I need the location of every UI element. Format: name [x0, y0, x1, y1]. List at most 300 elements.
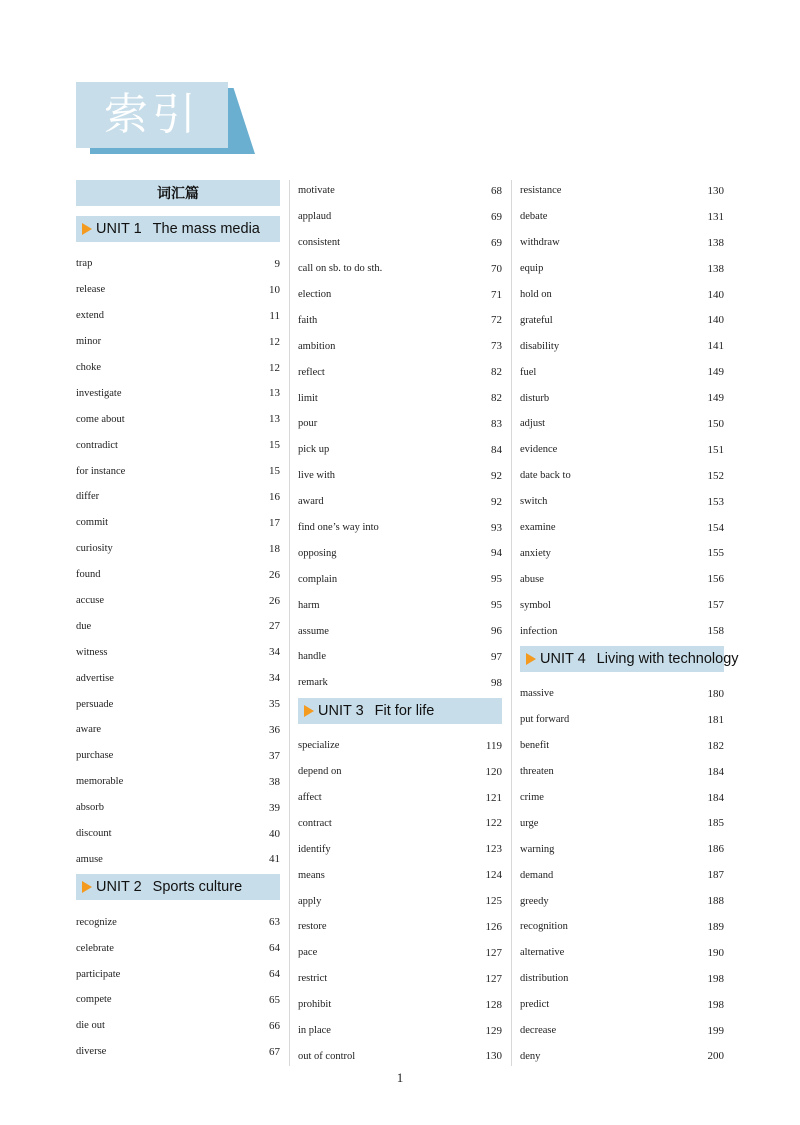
- index-entry: [298, 230, 502, 256]
- entry-word: hold on: [520, 289, 552, 300]
- entry-word: call on sb. to do sth.: [298, 263, 383, 275]
- entry-page: 40: [269, 827, 280, 840]
- entry-word: deny: [520, 1050, 541, 1062]
- entry-word: opposing: [298, 547, 337, 559]
- entry-word: examine: [520, 522, 556, 534]
- index-entry: [298, 836, 502, 862]
- unit-name: Sports culture: [152, 879, 243, 896]
- index-entry: [76, 562, 280, 588]
- entry-word: ambition: [298, 340, 336, 352]
- index-entry: [76, 821, 280, 847]
- index-entry: [520, 204, 724, 230]
- index-entry: [298, 644, 502, 670]
- index-column-1: [76, 178, 280, 1065]
- entry-word: aware: [76, 724, 102, 736]
- entry-word: remark: [298, 677, 328, 689]
- entry-word: extend: [76, 310, 104, 322]
- entry-word: out of control: [298, 1050, 356, 1062]
- index-entry: [520, 411, 724, 437]
- entry-page: 82: [491, 392, 502, 405]
- entry-word: abuse: [520, 573, 544, 585]
- entry-word: amuse: [76, 853, 103, 865]
- entry-word: disturb: [520, 392, 550, 404]
- unit-header: [76, 874, 280, 900]
- entry-word: assume: [298, 625, 329, 637]
- entry-word: faith: [298, 314, 318, 326]
- entry-word: fuel: [520, 366, 537, 378]
- entry-word: applaud: [298, 211, 332, 223]
- entry-page: 126: [485, 920, 502, 933]
- entry-page: 67: [269, 1045, 280, 1058]
- index-entry: [298, 785, 502, 811]
- entry-word: reflect: [298, 366, 325, 378]
- entry-word: memorable: [76, 776, 124, 788]
- index-entry: [298, 940, 502, 966]
- entry-word: found: [76, 569, 101, 581]
- entry-word: put forward: [520, 714, 570, 726]
- unit-name: The mass media: [152, 221, 260, 237]
- title-banner-panel: [76, 82, 228, 148]
- entry-page: 72: [491, 314, 502, 327]
- entry-word: identify: [298, 843, 331, 855]
- entry-word: massive: [520, 688, 554, 700]
- entry-page: 18: [269, 542, 280, 555]
- index-entry: [520, 914, 724, 940]
- entry-word: due: [76, 620, 92, 632]
- unit-header: [520, 646, 739, 672]
- index-entry: [298, 515, 502, 541]
- column-divider: [289, 180, 290, 1066]
- index-entry: [520, 463, 724, 489]
- entry-word: greedy: [520, 895, 549, 907]
- entry-word: threaten: [520, 766, 554, 778]
- index-entry: [520, 992, 724, 1018]
- entry-word: distribution: [520, 973, 569, 985]
- entry-word: motivate: [298, 185, 335, 197]
- entry-word: decrease: [520, 1025, 557, 1037]
- entry-word: apply: [298, 895, 322, 907]
- index-entry: [76, 432, 280, 458]
- triangle-marker-icon: [304, 705, 314, 717]
- index-entry: [298, 888, 502, 914]
- entry-word: grateful: [520, 314, 553, 326]
- entry-page: 97: [491, 650, 502, 663]
- entry-page: 27: [269, 620, 280, 633]
- index-entry: [76, 510, 280, 536]
- index-entry: [520, 1018, 724, 1044]
- entry-word: crime: [520, 792, 544, 804]
- entry-word: come about: [76, 413, 125, 425]
- entry-word: restore: [298, 921, 327, 933]
- entry-word: celebrate: [76, 942, 114, 954]
- unit-name: Fit for life: [374, 702, 435, 719]
- entry-page: 12: [269, 335, 280, 348]
- entry-page: 122: [485, 817, 502, 830]
- entry-page: 184: [707, 791, 724, 804]
- entry-page: 151: [707, 443, 724, 456]
- index-entry: [520, 566, 724, 592]
- entry-word: pick up: [298, 444, 330, 456]
- index-entry: [298, 862, 502, 888]
- index-entry: [520, 940, 724, 966]
- entry-word: advertise: [76, 672, 114, 684]
- entry-page: 13: [269, 387, 280, 400]
- index-entry: [76, 743, 280, 769]
- entry-page: 189: [707, 920, 724, 933]
- entry-page: 123: [485, 843, 502, 856]
- entry-word: recognize: [76, 916, 117, 928]
- entry-word: award: [298, 496, 324, 508]
- index-entry: [298, 307, 502, 333]
- index-entry: [298, 463, 502, 489]
- index-entry: [76, 251, 280, 277]
- index-entry: [298, 437, 502, 463]
- entry-page: 150: [707, 417, 724, 430]
- index-entry: [76, 961, 280, 987]
- entry-word: pour: [298, 418, 318, 430]
- entry-page: 37: [269, 749, 280, 762]
- index-entry: [76, 1039, 280, 1065]
- entry-word: predict: [520, 999, 550, 1011]
- unit-number: UNIT 1: [96, 221, 142, 237]
- index-entry: [298, 618, 502, 644]
- entry-page: 69: [491, 236, 502, 249]
- unit-header: [298, 698, 502, 724]
- entry-page: 120: [485, 765, 502, 778]
- index-entry: [298, 411, 502, 437]
- entry-word: die out: [76, 1020, 105, 1032]
- entry-page: 125: [485, 895, 502, 908]
- index-entry: [76, 536, 280, 562]
- entry-page: 26: [269, 568, 280, 581]
- entry-word: compete: [76, 994, 112, 1006]
- entry-word: choke: [76, 362, 102, 373]
- entry-word: contradict: [76, 439, 118, 451]
- entry-page: 155: [707, 547, 724, 560]
- index-entry: [76, 406, 280, 432]
- entry-word: live with: [298, 470, 336, 482]
- entry-page: 64: [269, 942, 280, 955]
- index-entry: [520, 282, 724, 308]
- entry-page: 124: [485, 869, 502, 882]
- entry-page: 83: [491, 417, 502, 430]
- entry-word: complain: [298, 573, 338, 585]
- entry-word: minor: [76, 336, 102, 348]
- unit-name: Living with technology: [596, 651, 739, 668]
- index-entry: [76, 588, 280, 614]
- entry-page: 127: [485, 972, 502, 985]
- entry-word: switch: [520, 496, 548, 508]
- entry-page: 130: [707, 184, 724, 197]
- column-divider: [511, 180, 512, 1066]
- entry-page: 140: [707, 314, 724, 327]
- entry-page: 141: [707, 340, 724, 353]
- index-entry: [76, 717, 280, 743]
- entry-page: 65: [269, 993, 280, 1006]
- index-column-3: [520, 178, 739, 1069]
- entry-page: 129: [485, 1024, 502, 1037]
- entry-word: for instance: [76, 465, 126, 477]
- entry-page: 128: [485, 998, 502, 1011]
- index-entry: [298, 566, 502, 592]
- index-entry: [298, 204, 502, 230]
- entry-page: 15: [269, 439, 280, 452]
- index-entry: [520, 230, 724, 256]
- index-entry: [298, 992, 502, 1018]
- entry-page: 15: [269, 465, 280, 478]
- entry-word: withdraw: [520, 237, 560, 249]
- index-entry: [520, 759, 724, 785]
- page-title: 索引: [104, 89, 200, 140]
- entry-word: release: [76, 284, 106, 296]
- entry-page: 96: [491, 625, 502, 638]
- entry-page: 26: [269, 594, 280, 607]
- entry-page: 63: [269, 916, 280, 929]
- entry-word: investigate: [76, 387, 122, 399]
- entry-page: 200: [707, 1050, 724, 1063]
- triangle-marker-icon: [526, 653, 536, 665]
- entry-word: limit: [298, 392, 318, 404]
- entry-word: participate: [76, 968, 121, 980]
- entry-word: commit: [76, 517, 109, 529]
- index-entry: [76, 795, 280, 821]
- index-entry: [298, 1018, 502, 1044]
- index-entry: [76, 303, 280, 329]
- entry-word: recognition: [520, 921, 568, 933]
- index-entry: [298, 759, 502, 785]
- entry-word: contract: [298, 817, 332, 829]
- entry-word: specialize: [298, 740, 340, 752]
- index-entry: [298, 1044, 502, 1070]
- entry-word: means: [298, 869, 325, 881]
- index-entry: [76, 458, 280, 484]
- entry-page: 98: [491, 676, 502, 689]
- entry-page: 153: [707, 495, 724, 508]
- entry-page: 16: [269, 490, 280, 503]
- entry-word: election: [298, 289, 332, 300]
- entry-page: 95: [491, 573, 502, 586]
- entry-page: 152: [707, 469, 724, 482]
- unit-number: UNIT 4: [540, 651, 586, 668]
- index-entry: [520, 733, 724, 759]
- index-entry: [520, 592, 724, 618]
- index-entry: [520, 307, 724, 333]
- entry-word: find one’s way into: [298, 522, 379, 534]
- entry-page: 138: [707, 236, 724, 249]
- title-banner: [76, 82, 256, 154]
- index-entry: [298, 385, 502, 411]
- entry-page: 71: [491, 288, 502, 301]
- index-entry: [76, 639, 280, 665]
- page-number: 1: [396, 1070, 404, 1085]
- triangle-marker-icon: [82, 881, 92, 893]
- entry-word: in place: [298, 1025, 331, 1037]
- triangle-marker-icon: [82, 223, 92, 235]
- entry-page: 188: [707, 895, 724, 908]
- index-entry: [76, 355, 280, 381]
- index-entry: [520, 618, 724, 644]
- entry-word: consistent: [298, 237, 340, 249]
- entry-page: 190: [707, 946, 724, 959]
- index-entry: [76, 329, 280, 355]
- entry-word: urge: [520, 817, 539, 829]
- entry-page: 68: [491, 184, 502, 197]
- index-entry: [76, 846, 280, 872]
- entry-page: 180: [707, 687, 724, 700]
- section-header: 词汇篇: [76, 180, 280, 206]
- index-entry: [520, 707, 724, 733]
- index-entry: [298, 359, 502, 385]
- index-entry: [520, 359, 724, 385]
- entry-word: purchase: [76, 750, 114, 762]
- index-entry: [76, 909, 280, 935]
- entry-page: 34: [269, 672, 280, 685]
- entry-page: 82: [491, 366, 502, 379]
- entry-page: 156: [707, 573, 724, 586]
- index-entry: [520, 681, 724, 707]
- entry-word: warning: [520, 843, 555, 855]
- entry-word: diverse: [76, 1046, 107, 1058]
- index-entry: [520, 785, 724, 811]
- entry-page: 182: [707, 739, 724, 752]
- entry-page: 73: [491, 340, 502, 353]
- entry-page: 186: [707, 843, 724, 856]
- entry-page: 17: [269, 516, 280, 529]
- entry-page: 199: [707, 1024, 724, 1037]
- index-entry: [76, 613, 280, 639]
- entry-word: disability: [520, 340, 560, 352]
- index-entry: [520, 810, 724, 836]
- entry-page: 187: [707, 869, 724, 882]
- entry-word: differ: [76, 491, 100, 503]
- entry-word: prohibit: [298, 999, 332, 1011]
- index-entry: [298, 178, 502, 204]
- entry-page: 41: [269, 853, 280, 866]
- unit-number: UNIT 3: [318, 702, 364, 719]
- entry-page: 138: [707, 262, 724, 275]
- entry-page: 92: [491, 469, 502, 482]
- entry-word: discount: [76, 828, 112, 840]
- index-entry: [520, 862, 724, 888]
- index-entry: [298, 333, 502, 359]
- entry-word: witness: [76, 646, 108, 658]
- entry-page: 11: [269, 309, 280, 322]
- index-entry: [520, 836, 724, 862]
- entry-page: 10: [269, 283, 280, 296]
- entry-word: benefit: [520, 740, 550, 752]
- index-entry: [520, 515, 724, 541]
- index-entry: [520, 256, 724, 282]
- entry-page: 13: [269, 413, 280, 426]
- entry-page: 39: [269, 801, 280, 814]
- entry-page: 198: [707, 972, 724, 985]
- entry-page: 94: [491, 547, 502, 560]
- entry-word: debate: [520, 211, 548, 223]
- entry-word: anxiety: [520, 547, 551, 559]
- entry-page: 38: [269, 775, 280, 788]
- entry-word: adjust: [520, 418, 546, 430]
- entry-page: 198: [707, 998, 724, 1011]
- index-entry: [76, 769, 280, 795]
- entry-page: 184: [707, 765, 724, 778]
- entry-word: absorb: [76, 802, 104, 814]
- entry-page: 93: [491, 521, 502, 534]
- index-entry: [76, 987, 280, 1013]
- entry-page: 69: [491, 210, 502, 223]
- index-entry: [76, 935, 280, 961]
- index-entry: [76, 665, 280, 691]
- index-entry: [520, 437, 724, 463]
- entry-word: evidence: [520, 444, 558, 456]
- entry-page: 140: [707, 288, 724, 301]
- index-entry: [520, 540, 724, 566]
- entry-page: 35: [269, 698, 280, 711]
- index-entry: [76, 691, 280, 717]
- index-entry: [76, 380, 280, 406]
- entry-page: 84: [491, 443, 502, 456]
- entry-page: 185: [707, 817, 724, 830]
- entry-word: affect: [298, 792, 322, 804]
- entry-page: 95: [491, 599, 502, 612]
- entry-page: 9: [274, 257, 280, 270]
- index-entry: [298, 966, 502, 992]
- index-entry: [298, 540, 502, 566]
- entry-word: infection: [520, 625, 558, 637]
- entry-word: depend on: [298, 766, 342, 778]
- entry-page: 149: [707, 366, 724, 379]
- entry-word: accuse: [76, 595, 104, 607]
- entry-word: equip: [520, 263, 544, 275]
- entry-page: 64: [269, 968, 280, 981]
- entry-page: 130: [485, 1050, 502, 1063]
- index-entry: [520, 385, 724, 411]
- index-entry: [298, 282, 502, 308]
- entry-page: 154: [707, 521, 724, 534]
- entry-page: 121: [485, 791, 502, 804]
- unit-header: [76, 216, 280, 242]
- entry-page: 12: [269, 361, 280, 374]
- unit-number: UNIT 2: [96, 879, 142, 896]
- index-entry: [298, 914, 502, 940]
- entry-word: restrict: [298, 973, 328, 985]
- index-column-2: [298, 178, 502, 1069]
- index-entry: [298, 489, 502, 515]
- index-entry: [520, 888, 724, 914]
- entry-page: 66: [269, 1019, 280, 1032]
- entry-word: harm: [298, 599, 320, 611]
- index-entry: [520, 1044, 724, 1070]
- entry-page: 70: [491, 262, 502, 275]
- entry-word: handle: [298, 651, 326, 663]
- entry-word: pace: [298, 947, 318, 959]
- entry-word: resistance: [520, 185, 562, 197]
- index-entry: [298, 810, 502, 836]
- entry-page: 131: [707, 210, 724, 223]
- entry-word: alternative: [520, 947, 565, 959]
- index-entry: [298, 256, 502, 282]
- entry-page: 119: [485, 739, 502, 752]
- index-entry: [76, 484, 280, 510]
- index-entry: [520, 178, 724, 204]
- index-entry: [520, 333, 724, 359]
- entry-page: 158: [707, 625, 724, 638]
- entry-page: 92: [491, 495, 502, 508]
- entry-page: 181: [707, 713, 724, 726]
- entry-word: trap: [76, 258, 93, 270]
- entry-word: curiosity: [76, 543, 113, 555]
- index-entry: [76, 1013, 280, 1039]
- index-entry: [298, 670, 502, 696]
